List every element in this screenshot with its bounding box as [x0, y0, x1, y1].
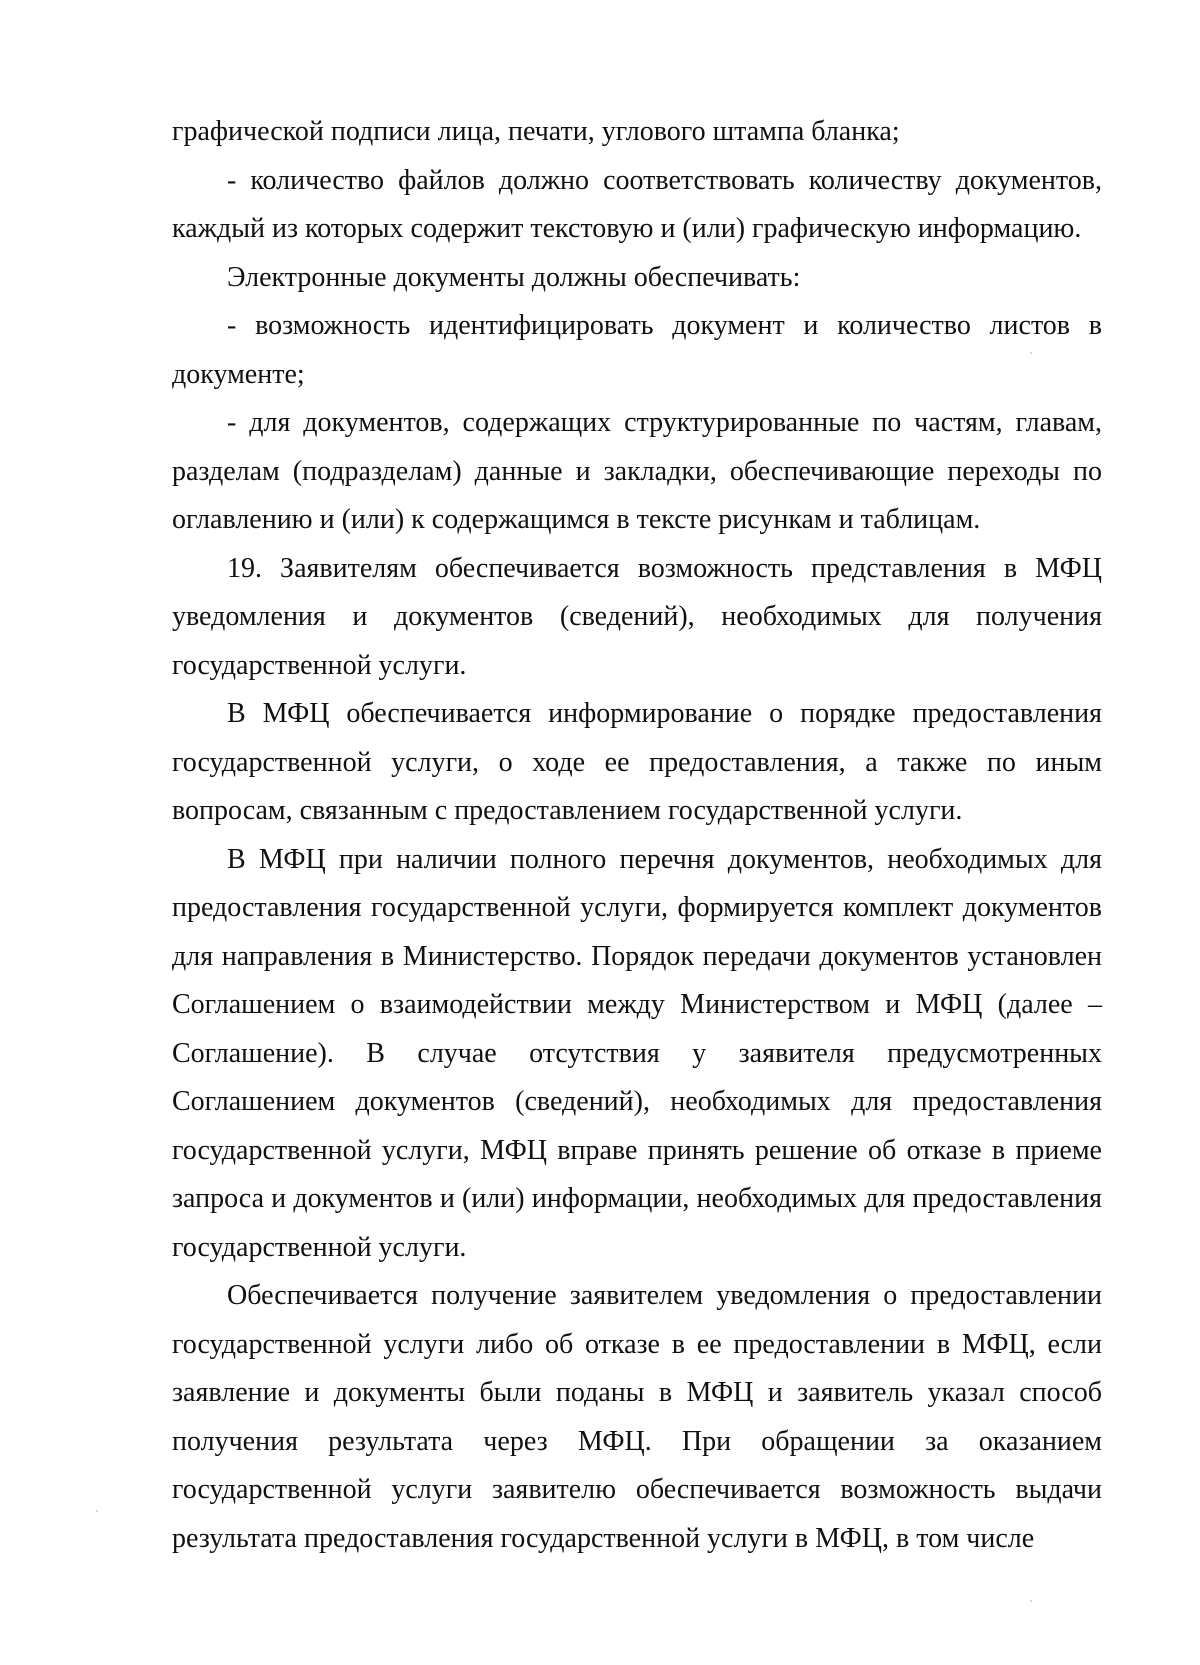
paragraph-structured-documents: - для документов, содержащих структурированные по частям, главам, разделам (подразделам) данные и закладки, обеспечивающие переходы по оглавлению и (или) к содержащимся в тексте рисункам и таблицам.	[172, 407, 1102, 535]
scan-speck	[96, 1510, 98, 1512]
paragraph-notification-result: Обеспечивается получение заявителем уведомления о предоставлении государственной услуги либо об отказе в ее предоставлении в МФЦ, если заявление и документы были поданы в МФЦ и заявитель указал способ получения результата через МФЦ. При обращении за оказанием государственной услуги заявителю обеспечивается возможность выдачи результата предоставления государственной услуги в МФЦ, в том числе	[172, 1280, 1102, 1554]
paragraph-item-19: 19. Заявителям обеспечивается возможность представления в МФЦ уведомления и документов (сведений), необходимых для получения государственной услуги.	[172, 552, 1102, 681]
paragraph-file-count: - количество файлов должно соответствовать количеству документов, каждый из которых содержит текстовую и (или) графическую информацию.	[172, 164, 1102, 244]
paragraph-electronic-docs-heading: Электронные документы должны обеспечивать:	[227, 261, 801, 293]
scan-speck	[1030, 1600, 1032, 1602]
paragraph-continuation: графической подписи лица, печати, углового штампа бланка;	[172, 116, 900, 147]
paragraph-mfc-document-set: В МФЦ при наличии полного перечня документов, необходимых для предоставления государственной услуги, формируется комплект документов для направления в Министерство. Порядок передачи документов установлен Соглашением о взаимодействии между Министерством и МФЦ (далее – Соглашение). В случае отсутствия у заявителя предусмотренных Соглашением документов (сведений), необходимых для предоставления государственной услуги, МФЦ вправе принять решение об отказе в приеме запроса и документов и (или) информации, необходимых для предоставления государственной услуги.	[172, 843, 1102, 1263]
scan-speck	[1030, 352, 1032, 354]
document-body	[172, 108, 1102, 1563]
paragraph-identify-document: - возможность идентифицировать документ и количество листов в документе;	[172, 310, 1102, 390]
paragraph-mfc-informing: В МФЦ обеспечивается информирование о порядке предоставления государственной услуги, о ходе ее предоставления, а также по иным вопросам, связанным с предоставлением государственной услуги.	[172, 698, 1102, 826]
